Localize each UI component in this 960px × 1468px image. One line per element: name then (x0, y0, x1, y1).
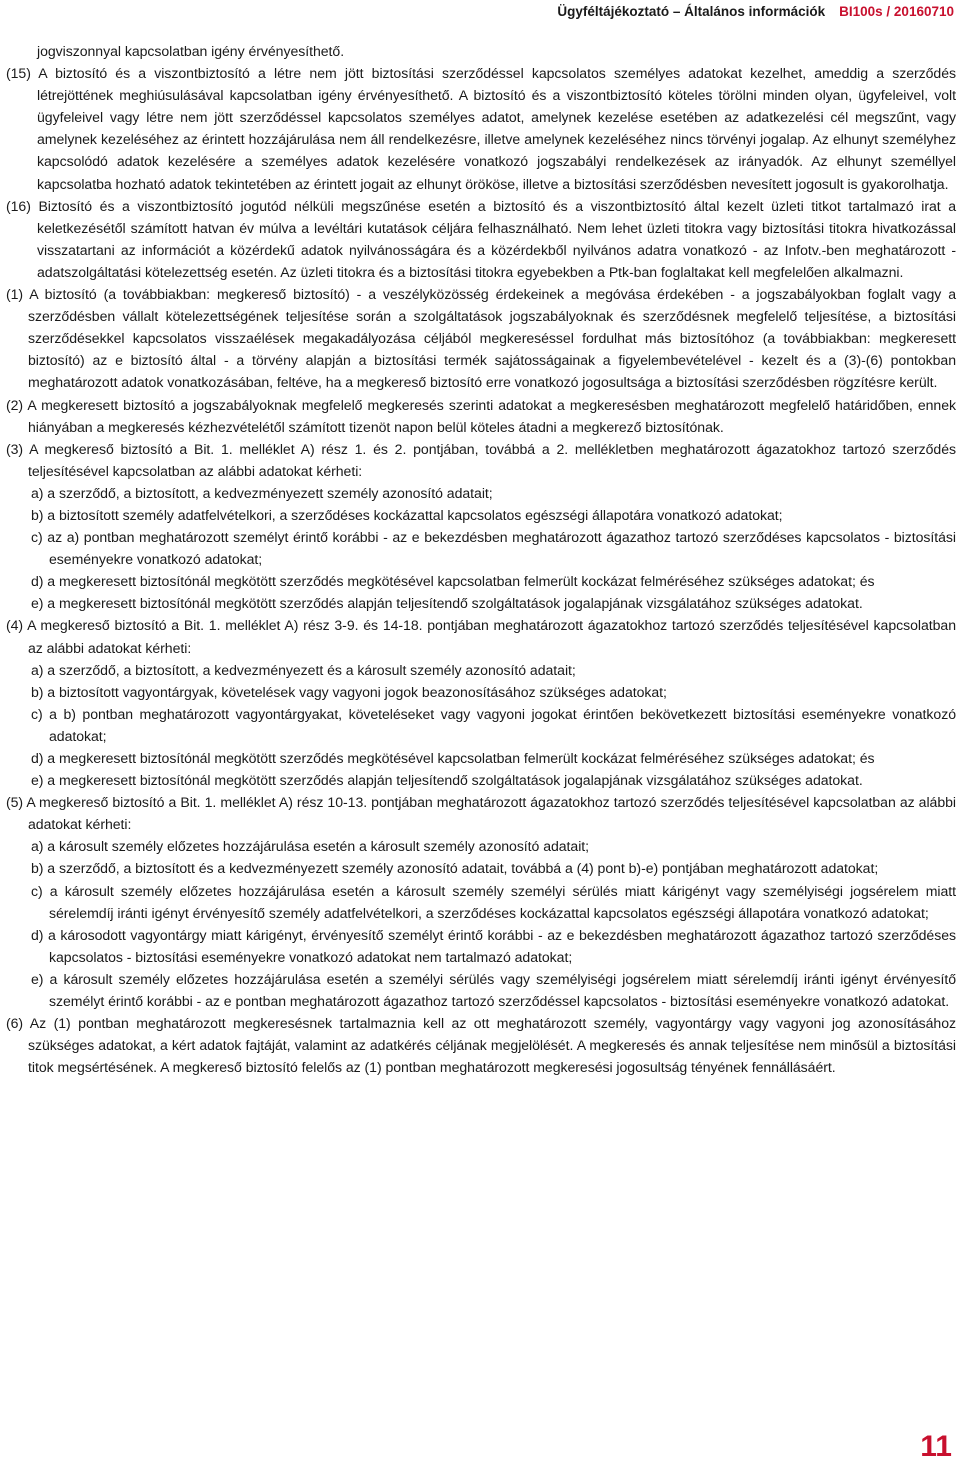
list-item: b) a biztosított vagyontárgyak, követelések vagy vagyoni jogok beazonosításához szükséges adatokat; (31, 683, 667, 700)
document-code: BI100s / 20160710 (839, 4, 954, 19)
list-item: d) a megkeresett biztosítónál megkötött szerződés megkötésével kapcsolatban felmerült kockázat felméréséhez szükséges adatokat; és (31, 573, 875, 590)
list-item: e) a megkeresett biztosítónál megkötött szerződés alapján teljesítendő szolgáltatások jogalapjának vizsgálatához szükséges adatokat. (31, 772, 863, 789)
page-body (6, 40, 956, 1078)
paragraph-5: (5) A megkereső biztosító a Bit. 1. melléklet A) rész 10-13. pontjában meghatározott ágazatokhoz tartozó szerződés teljesítésével kapcsolatban az alábbi adatokat kérheti: (6, 794, 956, 833)
paragraph-4: (4) A megkereső biztosító a Bit. 1. melléklet A) rész 3-9. és 14-18. pontjában meghatározott ágazatokhoz tartozó szerződés teljesítésével kapcsolatban az alábbi adatokat kérheti: (6, 617, 956, 656)
paragraph-5-list (6, 835, 956, 1012)
continuation-text: jogviszonnyal kapcsolatban igény érvényesíthető. (37, 43, 345, 59)
list-item: a) a szerződő, a biztosított, a kedvezményezett személy azonosító adatait; (31, 484, 493, 501)
list-item: c) az a) pontban meghatározott személyt érintő korábbi - az e bekezdésben meghatározott ágazathoz tartozó szerződéses kapcsolatos - biztosítási eseményekre vonatkozó adatokat; (31, 529, 956, 568)
paragraph-3: (3) A megkereső biztosító a Bit. 1. melléklet A) rész 1. és 2. pontjában, továbbá a 2. mellékletben meghatározott ágazatokhoz tartozó szerződés teljesítésével kapcsolatban az alábbi adatokat kérheti: (6, 440, 956, 479)
list-item: d) a károsodott vagyontárgy miatt kárigényt, érvényesítő személyt érintő korábbi - az e bekezdésben meghatározott ágazathoz tartozó szerződéses kapcsolatos - biztosítási eseményekre vonatkozó adatokat nem tartalmazó adatokat; (31, 926, 956, 965)
header-title: Ügyféltájékoztató – Általános információk (557, 4, 826, 19)
paragraph-16: (16) Biztosító és a viszontbiztosító jogutód nélküli megszűnése esetén a biztosító és a viszontbiztosító által kezelt üzleti titkot tartalmazó irat a keletkezésétől számított hatvan év múlva a levéltári kutatások céljára felhasználható. Nem lehet üzleti titokra vagy biztosítási titokra hivatkozással visszatartani az információt a közérdekű adatok nyilvánosságára és a közérdekből nyilvános adatra vonatkozó - az Infotv.-ben meghatározott - adatszolgáltatási kötelezettség esetén. Az üzleti titokra és a biztosítási titokra egyebekben a Ptk-ban foglaltakat kell megfelelően alkalmazni. (6, 197, 956, 280)
list-item: c) a károsult személy előzetes hozzájárulása esetén a károsult személy személyi sérülés miatt kárigényt vagy személyiségi jogsérelem miatt sérelemdíj iránti igényt érvényesítő személy adatfelvételkori, a szerződéses kockázattal kapcsolatos egészségi állapotára vonatkozó adatokat; (31, 882, 956, 921)
paragraph-3-list (6, 482, 956, 615)
paragraph-4-list (6, 659, 956, 792)
paragraph-2: (2) A megkeresett biztosító a jogszabályoknak megfelelő megkeresés szerinti adatokat a megkeresésben meghatározott megfelelő határidőben, ennek hiányában a megkeresés kézhezvételétől számított tizenöt napon belül köteles átadni a megkerező biztosítónak. (6, 396, 956, 435)
list-item: e) a károsult személy előzetes hozzájárulása esetén a személyi sérülés vagy személyiségi jogsérelem miatt sérelemdíj iránti igényt érvényesítő személyt érintő korábbi - az e pontban meghatározott ágazathoz tartozó szerződéssel kapcsolatos - biztosítási eseményekre vonatkozó adatokat. (31, 970, 956, 1010)
list-item: b) a biztosított személy adatfelvételkori, a szerződéses kockázattal kapcsolatos egészségi állapotára vonatkozó adatokat; (31, 506, 783, 523)
list-item: c) a b) pontban meghatározott vagyontárgyakat, követeléseket vagy vagyoni jogokat érintően bekövetkezett biztosítási eseményekre vonatkozó adatokat; (31, 705, 956, 744)
list-item: d) a megkeresett biztosítónál megkötött szerződés megkötésével kapcsolatban felmerült kockázat felméréséhez szükséges adatokat; és (31, 750, 875, 766)
list-item: a) a károsult személy előzetes hozzájárulása esetén a károsult személy azonosító adatait; (31, 838, 590, 855)
paragraph-6: (6) Az (1) pontban meghatározott megkeresésnek tartalmaznia kell az ott meghatározott személy, vagyontárgy vagy vagyoni jog azonosításához szükséges adatokat, a kért adatok fajtáját, valamint az adatkérés céljának megjelölését. A megkeresés és annak teljesítése nem minősül a biztosítási titok megsértésének. A megkereső biztosító felelős az (1) pontban meghatározott megkeresési jogosultság tényének fennállásáért. (6, 1015, 956, 1076)
paragraph-15: (15) A biztosító és a viszontbiztosító a létre nem jött biztosítási szerződéssel kapcsolatos személyes adatokat kezelhet, ameddig a szerződés létrejöttének meghiúsulásával kapcsolatban igény érvényesíthető. A biztosító és a viszontbiztosító köteles törölni minden olyan, ügyfeleivel, volt ügyfeleivel vagy létre nem jött szerződéssel kapcsolatos személyes adatot, amelynek kezelése esetében az adatkezelési cél megszűnt, vagy amelynek kezeléséhez az érintett hozzájárulása nem áll rendelkezésre, illetve amelynek kezeléséhez nincs törvényi jogalap. Az elhunyt személyhez kapcsolódó adatok kezelésére a személyes adatok kezelésére vonatkozó jogszabályi rendelkezések az irányadók. Az elhunyt személlyel kapcsolatba hozható adatok tekintetében az érintett jogait az elhunyt örököse, illetve a biztosítási szerződésben nevesített jogosult is gyakorolhatja. (6, 65, 956, 192)
page-header (557, 0, 954, 26)
paragraph-1: (1) A biztosító (a továbbiakban: megkereső biztosító) - a veszélyközösség érdekeinek a megóvása érdekében - a jogszabályokban foglalt vagy a szerződésben vállalt kötelezettségének teljesítése során a szolgáltatások jogszabályoknak és szerződésnek megfelelő teljesítése, a biztosítási szerződésekkel kapcsolatos visszaélések megakadályozása céljából megkereséssel fordulhat más biztosítóhoz (a továbbiakban: megkeresett biztosító) az e biztosító által - a törvény alapján a biztosítási termék sajátosságainak a figyelembevételével - kezelt és a (3)-(6) pontokban meghatározott adatok vonatkozásában, feltéve, ha a megkereső biztosító erre vonatkozó jogosultsága a biztosítási szerződésben rögzítésre került. (6, 286, 956, 391)
list-item: a) a szerződő, a biztosított, a kedvezményezett és a károsult személy azonosító adatait; (31, 661, 576, 678)
list-item: b) a szerződő, a biztosított és a kedvezményezett személy azonosító adatait, továbbá a (4) pont b)-e) pontjában meghatározott adatokat; (31, 860, 879, 877)
page-number: 11 (920, 1430, 952, 1463)
list-item: e) a megkeresett biztosítónál megkötött szerződés alapján teljesítendő szolgáltatások jogalapjának vizsgálatához szükséges adatokat. (31, 595, 863, 612)
